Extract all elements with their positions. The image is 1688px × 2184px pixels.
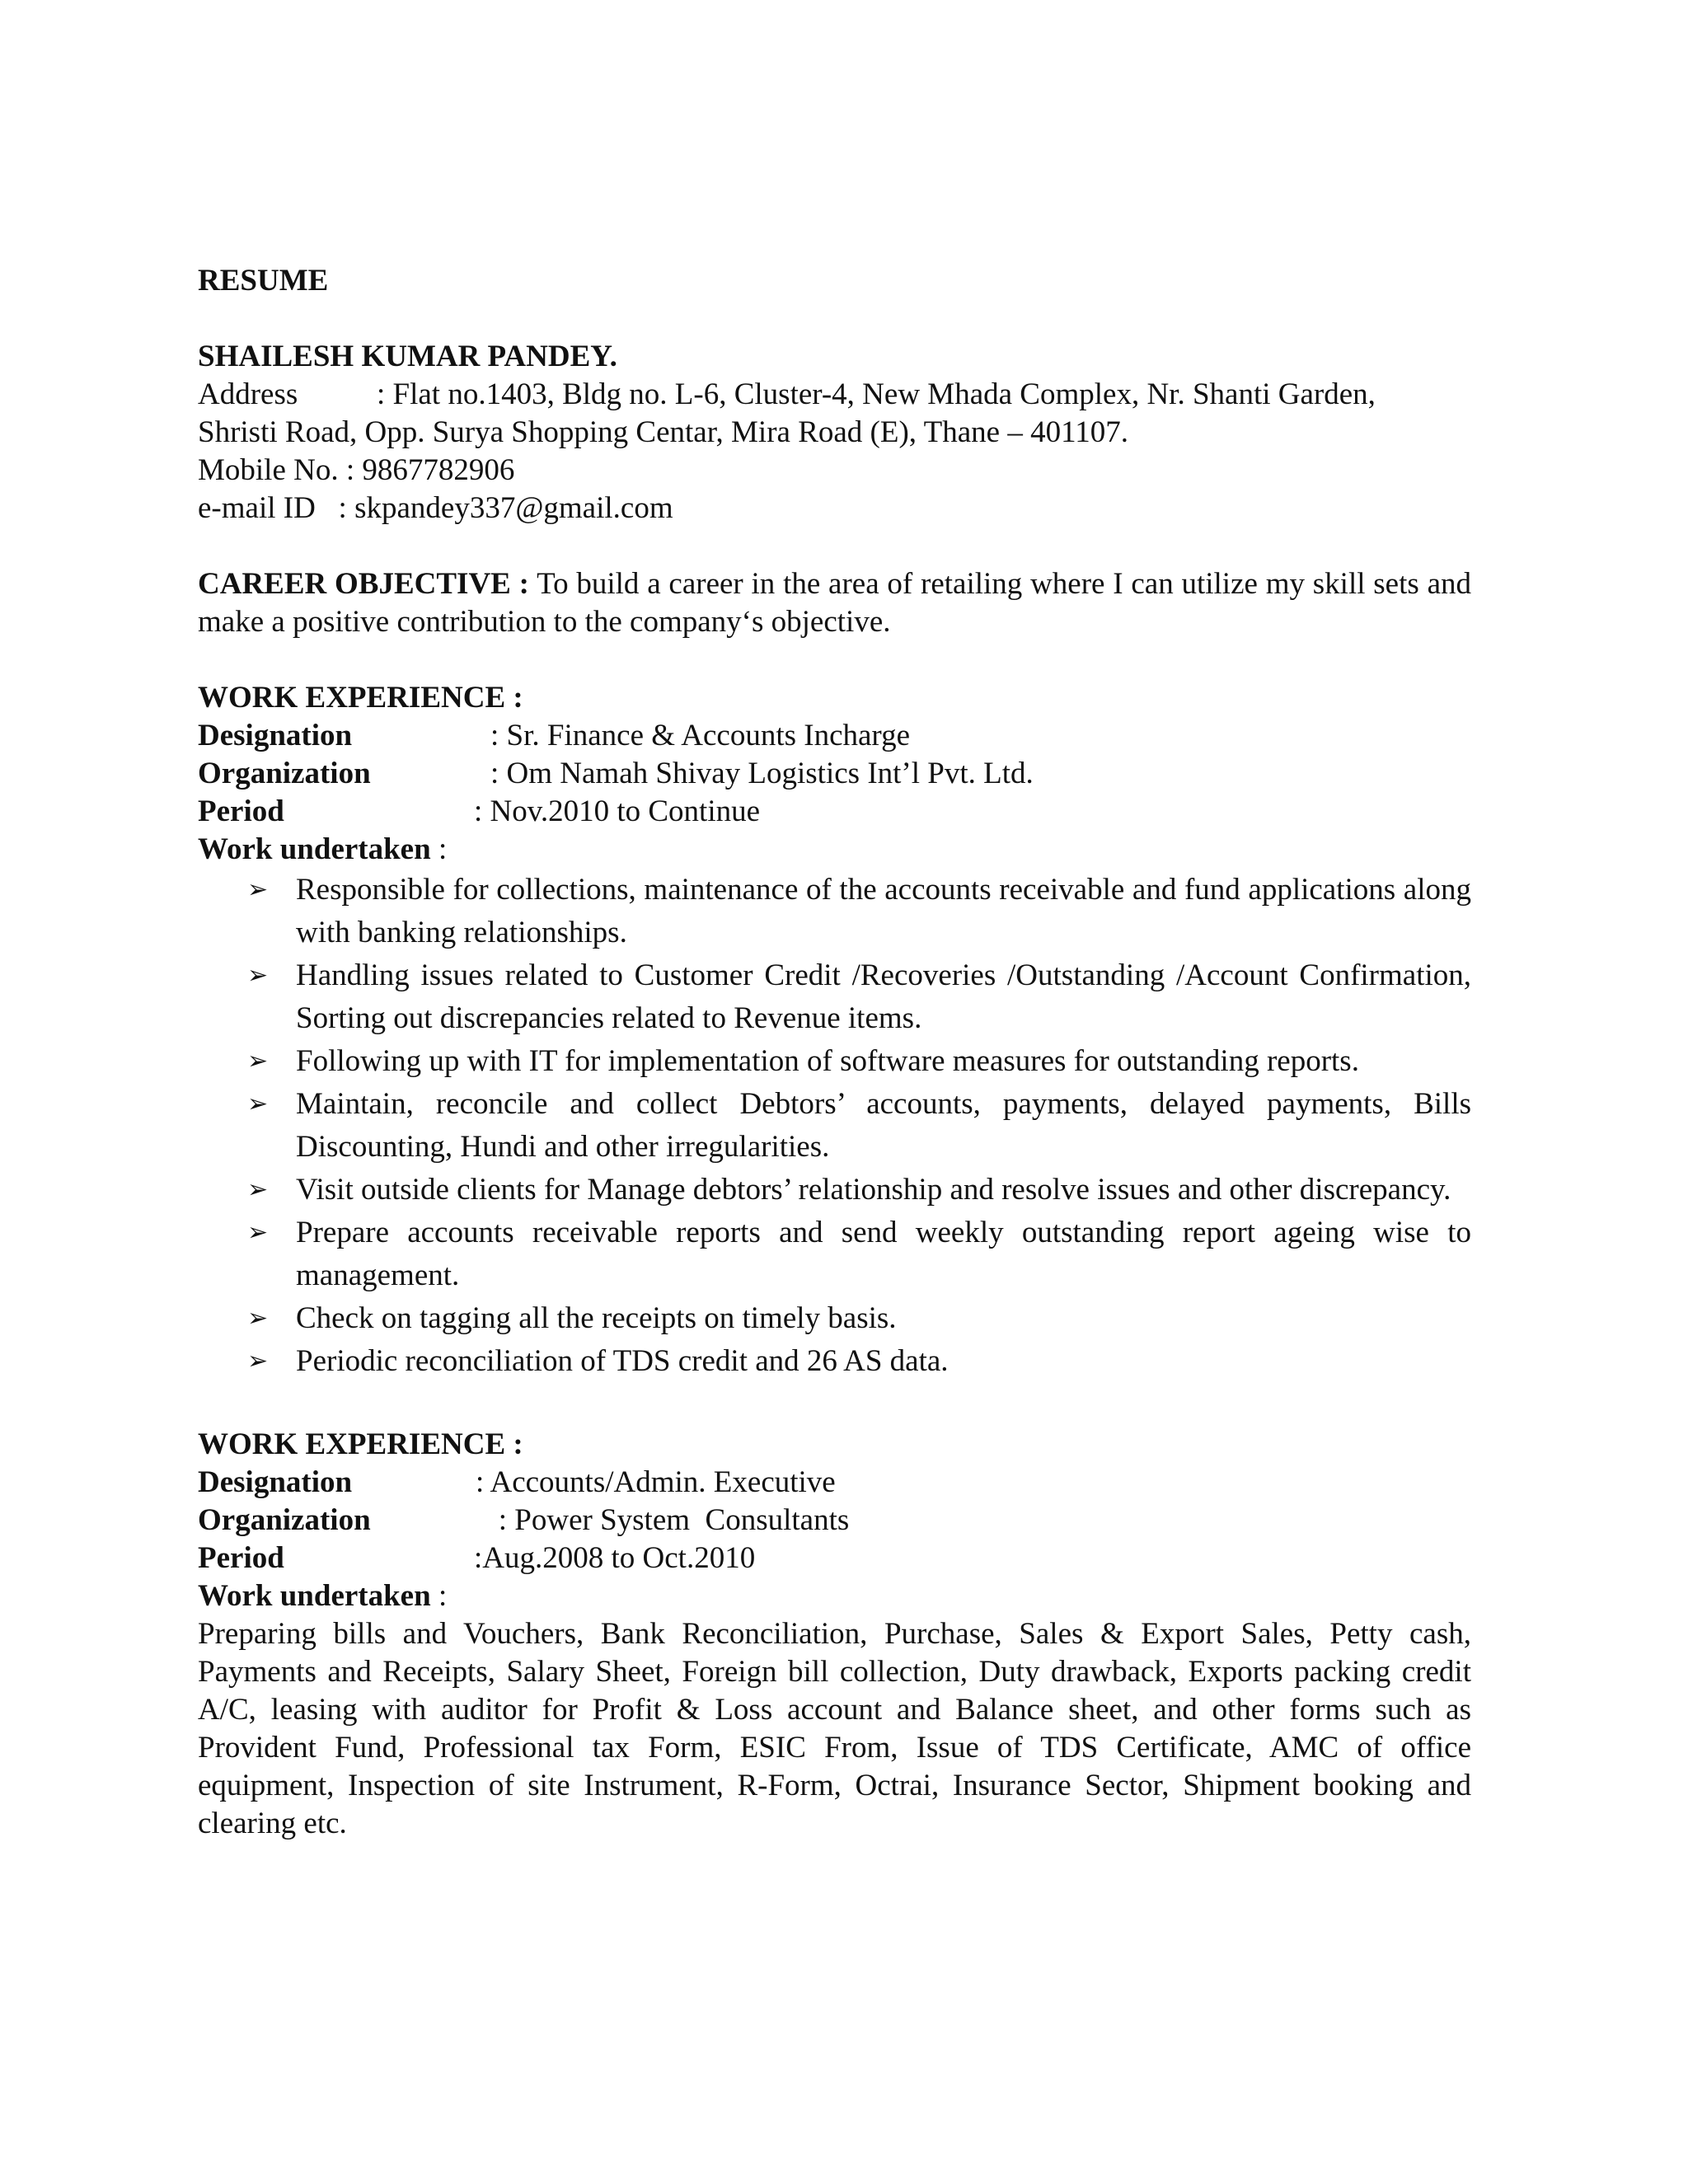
- address-label: Address: [198, 377, 298, 411]
- list-item: ➢ Check on tagging all the receipts on timely basis.: [247, 1297, 1471, 1340]
- arrow-bullet-icon: ➢: [247, 1304, 269, 1333]
- list-item: ➢ Following up with IT for implementation of software measures for outstanding reports.: [247, 1040, 1471, 1083]
- career-objective: [198, 565, 1471, 641]
- period-value: : Nov.2010 to Continue: [474, 794, 761, 828]
- mobile-value: : 9867782906: [338, 453, 515, 487]
- designation-row: [198, 717, 1471, 755]
- work-experience-1: [198, 679, 1471, 1383]
- list-item: ➢ Responsible for collections, maintenance of the accounts receivable and fund applications along with banking relationships.: [247, 869, 1471, 954]
- work-undertaken-colon: :: [430, 832, 448, 866]
- organization-row: [198, 1502, 1471, 1540]
- email-value: : skpandey337@gmail.com: [315, 491, 673, 525]
- designation-row: [198, 1464, 1471, 1502]
- list-item: ➢ Handling issues related to Customer Credit /Recoveries /Outstanding /Account Confirmation, Sorting out discrepancies related to Revenue items.: [247, 954, 1471, 1040]
- organization-value: : Om Namah Shivay Logistics Int’l Pvt. Ltd.: [490, 757, 1034, 790]
- organization-row: [198, 755, 1471, 793]
- designation-value: : Accounts/Admin. Executive: [476, 1465, 836, 1499]
- address-line2: Shristi Road, Opp. Surya Shopping Centar, Mira Road (E), Thane – 401107.: [198, 415, 1128, 449]
- period-label: Period: [198, 794, 284, 828]
- objective-label: CAREER OBJECTIVE :: [198, 567, 529, 601]
- period-label: Period: [198, 1541, 284, 1575]
- resume-page: [198, 262, 1471, 1843]
- organization-value: : Power System Consultants: [476, 1503, 850, 1537]
- arrow-bullet-icon: ➢: [247, 1047, 269, 1076]
- resume-heading: RESUME: [198, 264, 329, 298]
- list-item: ➢ Prepare accounts receivable reports and send weekly outstanding report ageing wise to management.: [247, 1212, 1471, 1297]
- list-item: ➢ Periodic reconciliation of TDS credit and 26 AS data.: [247, 1340, 1471, 1383]
- designation-value: : Sr. Finance & Accounts Incharge: [490, 719, 910, 752]
- work-undertaken-colon: :: [430, 1579, 448, 1613]
- work-undertaken-row: [198, 831, 1471, 869]
- mobile-label: Mobile No.: [198, 453, 339, 487]
- work-undertaken-label: Work undertaken: [198, 1579, 431, 1613]
- experience-header: WORK EXPERIENCE :: [198, 681, 523, 715]
- arrow-bullet-icon: ➢: [247, 1347, 269, 1376]
- period-row: [198, 1540, 1471, 1577]
- arrow-bullet-icon: ➢: [247, 875, 269, 904]
- email-label: e-mail ID: [198, 491, 316, 525]
- list-item: ➢ Maintain, reconcile and collect Debtors’ accounts, payments, delayed payments, Bills Discounting, Hundi and other irregularities.: [247, 1083, 1471, 1169]
- arrow-bullet-icon: ➢: [247, 1090, 269, 1118]
- experience-header: WORK EXPERIENCE :: [198, 1427, 523, 1461]
- arrow-bullet-icon: ➢: [247, 1175, 269, 1204]
- address-line1: : Flat no.1403, Bldg no. L-6, Cluster-4, New Mhada Complex, Nr. Shanti Garden,: [377, 377, 1376, 411]
- work-undertaken-label: Work undertaken: [198, 832, 431, 866]
- objective-text: To build a career in the area of retailing where I can utilize my skill sets and make a positive contribution to the company‘s objective.: [198, 567, 1471, 639]
- arrow-bullet-icon: ➢: [247, 1218, 269, 1247]
- work-undertaken-row: [198, 1577, 1471, 1615]
- list-item: ➢ Visit outside clients for Manage debtors’ relationship and resolve issues and other discrepancy.: [247, 1169, 1471, 1212]
- email-row: [198, 490, 1471, 527]
- arrow-bullet-icon: ➢: [247, 961, 269, 990]
- work-experience-2: [198, 1426, 1471, 1843]
- organization-label: Organization: [198, 757, 371, 790]
- period-value: :Aug.2008 to Oct.2010: [474, 1541, 756, 1575]
- designation-label: Designation: [198, 719, 353, 752]
- organization-label: Organization: [198, 1503, 371, 1537]
- designation-label: Designation: [198, 1465, 353, 1499]
- period-row: [198, 793, 1471, 831]
- candidate-name: SHAILESH KUMAR PANDEY.: [198, 340, 617, 373]
- mobile-row: [198, 452, 1471, 490]
- work-undertaken-paragraph: Preparing bills and Vouchers, Bank Reconciliation, Purchase, Sales & Export Sales, Petty cash, Payments and Receipts, Salary Sheet, Foreign bill collection, Duty drawback, Exports packing credit A/C, leasing with auditor for Profit & Loss account and Balance sheet, and other forms such as Provident Fund, Professional tax Form, ESIC From, Issue of TDS Certificate, AMC of office equipment, Inspection of site Instrument, R-Form, Octrai, Insurance Sector, Shipment booking and clearing etc.: [198, 1617, 1471, 1840]
- responsibility-list: [198, 869, 1471, 1383]
- address-row: [198, 376, 1471, 414]
